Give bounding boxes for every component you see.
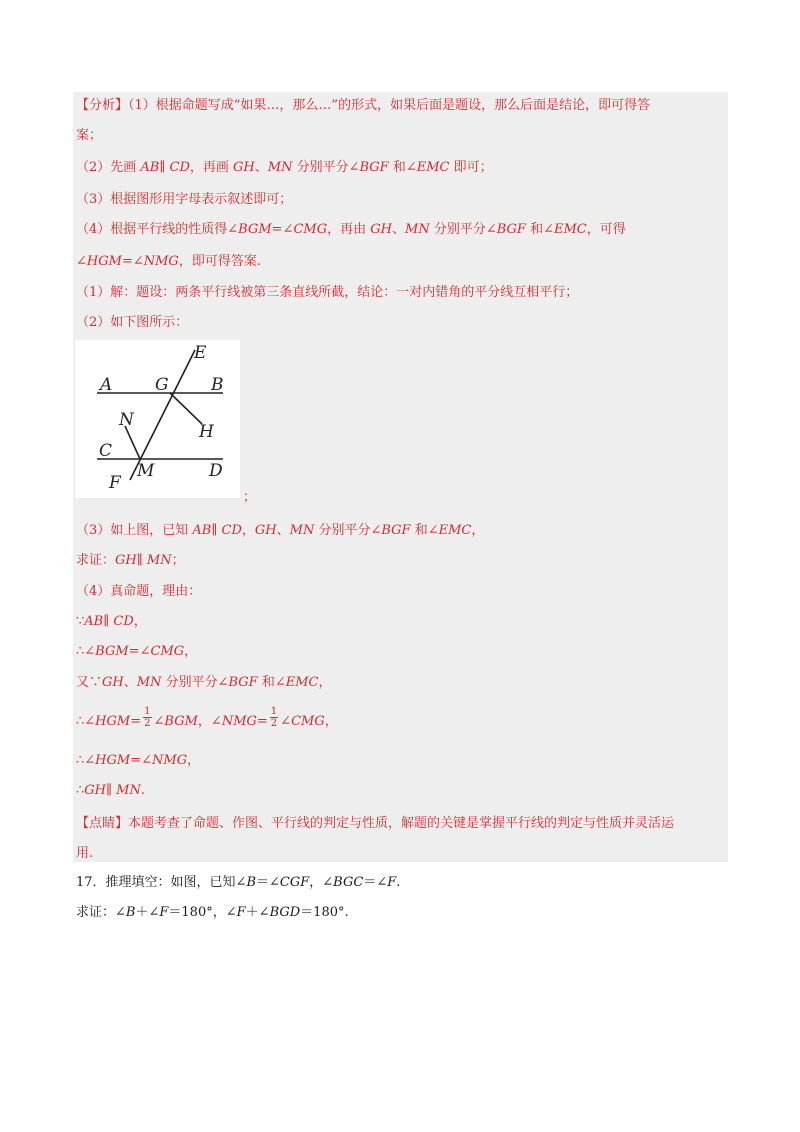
label-n: N xyxy=(119,410,134,430)
label-c: C xyxy=(99,441,113,461)
label-h: H xyxy=(199,422,214,442)
label-a: A xyxy=(100,375,113,395)
label-d: D xyxy=(209,461,223,481)
analysis-line-3: （3）根据图形用字母表示叙述即可； xyxy=(76,192,293,207)
comment-line-2: 用. xyxy=(76,846,94,861)
analysis-line-1b: 案； xyxy=(76,128,103,143)
solution-line-8: 又∵GH、MN 分别平分∠BGF 和∠EMC， xyxy=(76,675,332,690)
analysis-line-1: 【分析】（1）根据命题写成“如果…，那么…”的形式，如果后面是题设，那么后面是结论，即可得答 xyxy=(76,98,651,113)
solution-line-10: ∴∠HGM=∠NMG， xyxy=(76,753,201,768)
analysis-line-2: （2）先画 AB∥ CD，再画 GH、MN 分别平分∠BGF 和∠EMC 即可； xyxy=(76,160,493,175)
solution-line-1: （1）解：题设：两条平行线被第三条直线所截，结论：一对内错角的平分线互相平行； xyxy=(76,285,579,300)
bisector-mn xyxy=(125,426,140,459)
label-b: B xyxy=(211,375,224,395)
solution-line-3: （3）如上图，已知 AB∥ CD，GH、MN 分别平分∠BGF 和∠EMC， xyxy=(76,523,485,538)
label-e: E xyxy=(194,343,207,363)
solution-line-6: ∵AB∥ CD， xyxy=(76,614,147,629)
solution-line-4: 求证：GH∥ MN； xyxy=(76,553,185,568)
fraction-half: $\frac{1}{2}$ xyxy=(144,706,151,729)
figure-semicolon: ； xyxy=(243,490,257,505)
fraction-half-2: $\frac{1}{2}$ xyxy=(270,706,278,729)
label-g: G xyxy=(155,375,169,395)
parallel-lines-diagram xyxy=(75,340,240,498)
solution-line-11: ∴GH∥ MN. xyxy=(76,783,145,798)
solution-line-2: （2）如下图所示： xyxy=(76,315,189,330)
solution-line-7: ∴∠BGM=∠CMG， xyxy=(76,644,198,659)
problem-17-line-1: 17．推理填空：如图，已知∠B＝∠CGF，∠BGC＝∠F. xyxy=(76,875,401,890)
bisector-gh xyxy=(170,393,202,424)
analysis-line-5: ∠HGM=∠NMG，即可得答案. xyxy=(76,254,261,269)
label-m: M xyxy=(137,461,155,481)
comment-line-1: 【点睛】本题考查了命题、作图、平行线的判定与性质，解题的关键是掌握平行线的判定与性质并灵活运 xyxy=(76,816,675,831)
geometry-figure xyxy=(75,340,240,498)
solution-line-5: （4）真命题，理由： xyxy=(76,584,202,599)
analysis-line-4: （4）根据平行线的性质得∠BGM=∠CMG，再由 GH、MN 分别平分∠BGF 和∠EMC，可得 xyxy=(76,222,626,237)
solution-line-9: ∴∠HGM= $\frac{1}{2}$ ∠BGM，∠NMG= $\frac{1}{2}$ ∠CMG， xyxy=(76,706,338,729)
label-f: F xyxy=(109,473,121,493)
problem-17-line-2: 求证：∠B＋∠F＝180°，∠F＋∠BGD＝180°. xyxy=(76,905,349,920)
